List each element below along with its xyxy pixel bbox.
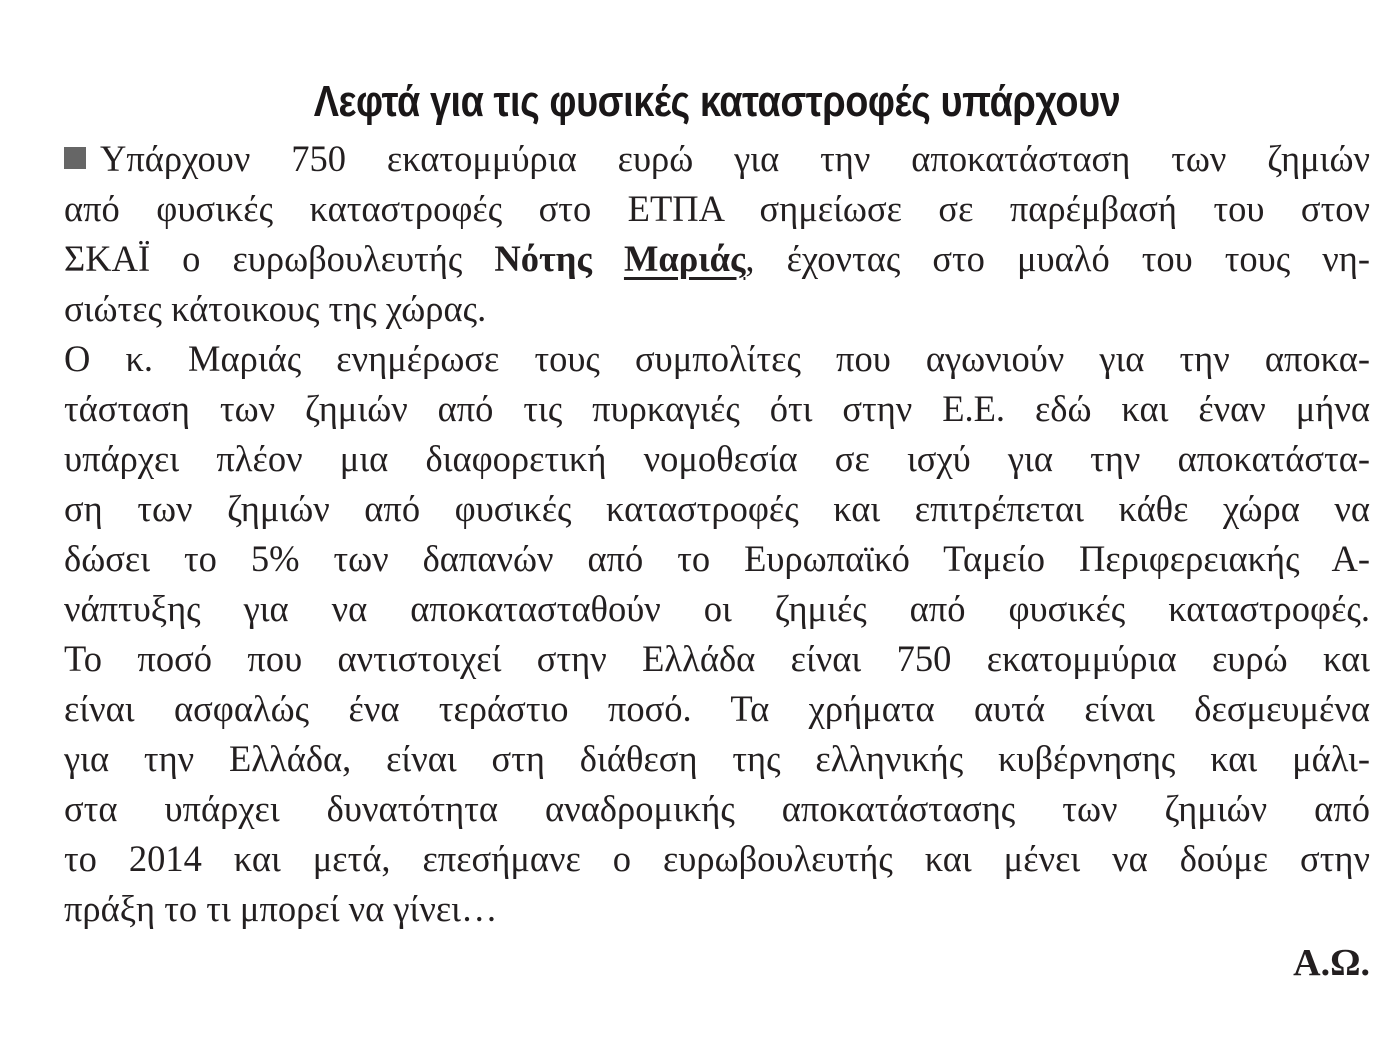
politician-first-name: Νότης	[494, 238, 592, 279]
author-signature: Α.Ω.	[1293, 942, 1370, 984]
paragraph2-line: τάσταση των ζημιών από τις πυρκαγιές ότι στην Ε.Ε. εδώ και έναν μήνα	[64, 388, 1370, 429]
article	[64, 72, 1370, 988]
square-bullet-icon	[64, 147, 86, 169]
paragraph2-line: το 2014 και μετά, επεσήμανε ο ευρωβουλευτής και μένει να δούμε στην	[64, 838, 1370, 879]
paragraph2-line: Το ποσό που αντιστοιχεί στην Ελλάδα είναι 750 εκατομμύρια ευρώ και	[64, 638, 1370, 679]
paragraph2-line: υπάρχει πλέον μια διαφορετική νομοθεσία σε ισχύ για την αποκατάστα-	[64, 438, 1370, 479]
paragraph2-line: δώσει το 5% των δαπανών από το Ευρωπαϊκό Ταμείο Περιφερειακής Α-	[64, 538, 1370, 579]
paragraph2-line: είναι ασφαλώς ένα τεράστιο ποσό. Τα χρήματα αυτά είναι δεσμευμένα	[64, 688, 1370, 729]
paragraph1-line2: από φυσικές καταστροφές στο ΕΤΠΑ σημείωσε σε παρέμβασή του στον	[64, 188, 1370, 229]
paragraph2-line: για την Ελλάδα, είναι στη διάθεση της ελληνικής κυβέρνησης και μάλι-	[64, 738, 1370, 779]
paragraph2-line: στα υπάρχει δυνατότητα αναδρομικής αποκατάστασης των ζημιών από	[64, 788, 1370, 829]
paragraph2-line: πράξη το τι μπορεί να γίνει…	[64, 888, 498, 929]
paragraph2-line: ση των ζημιών από φυσικές καταστροφές και επιτρέπεται κάθε χώρα να	[64, 488, 1370, 529]
article-headline: Λεφτά για τις φυσικές καταστροφές υπάρχουν	[313, 77, 1121, 126]
paragraph2-line: νάπτυξης για να αποκατασταθούν οι ζημιές από φυσικές καταστροφές.	[64, 588, 1370, 629]
politician-last-name: Μαριάς	[623, 238, 746, 279]
article-body	[64, 134, 1370, 934]
paragraph1-line4: σιώτες κάτοικους της χώρας.	[64, 288, 487, 329]
paragraph1-line1: Υπάρχουν 750 εκατομμύρια ευρώ για την αποκατάσταση των ζημιών	[64, 134, 1370, 184]
paragraph2-line: Ο κ. Μαριάς ενημέρωσε τους συμπολίτες που αγωνιούν για την αποκα-	[64, 338, 1370, 379]
paragraph1-line3: ΣΚΑΪ ο ευρωβουλευτής Νότης Μαριάς, έχοντας στο μυαλό του τους νη-	[64, 238, 1371, 279]
